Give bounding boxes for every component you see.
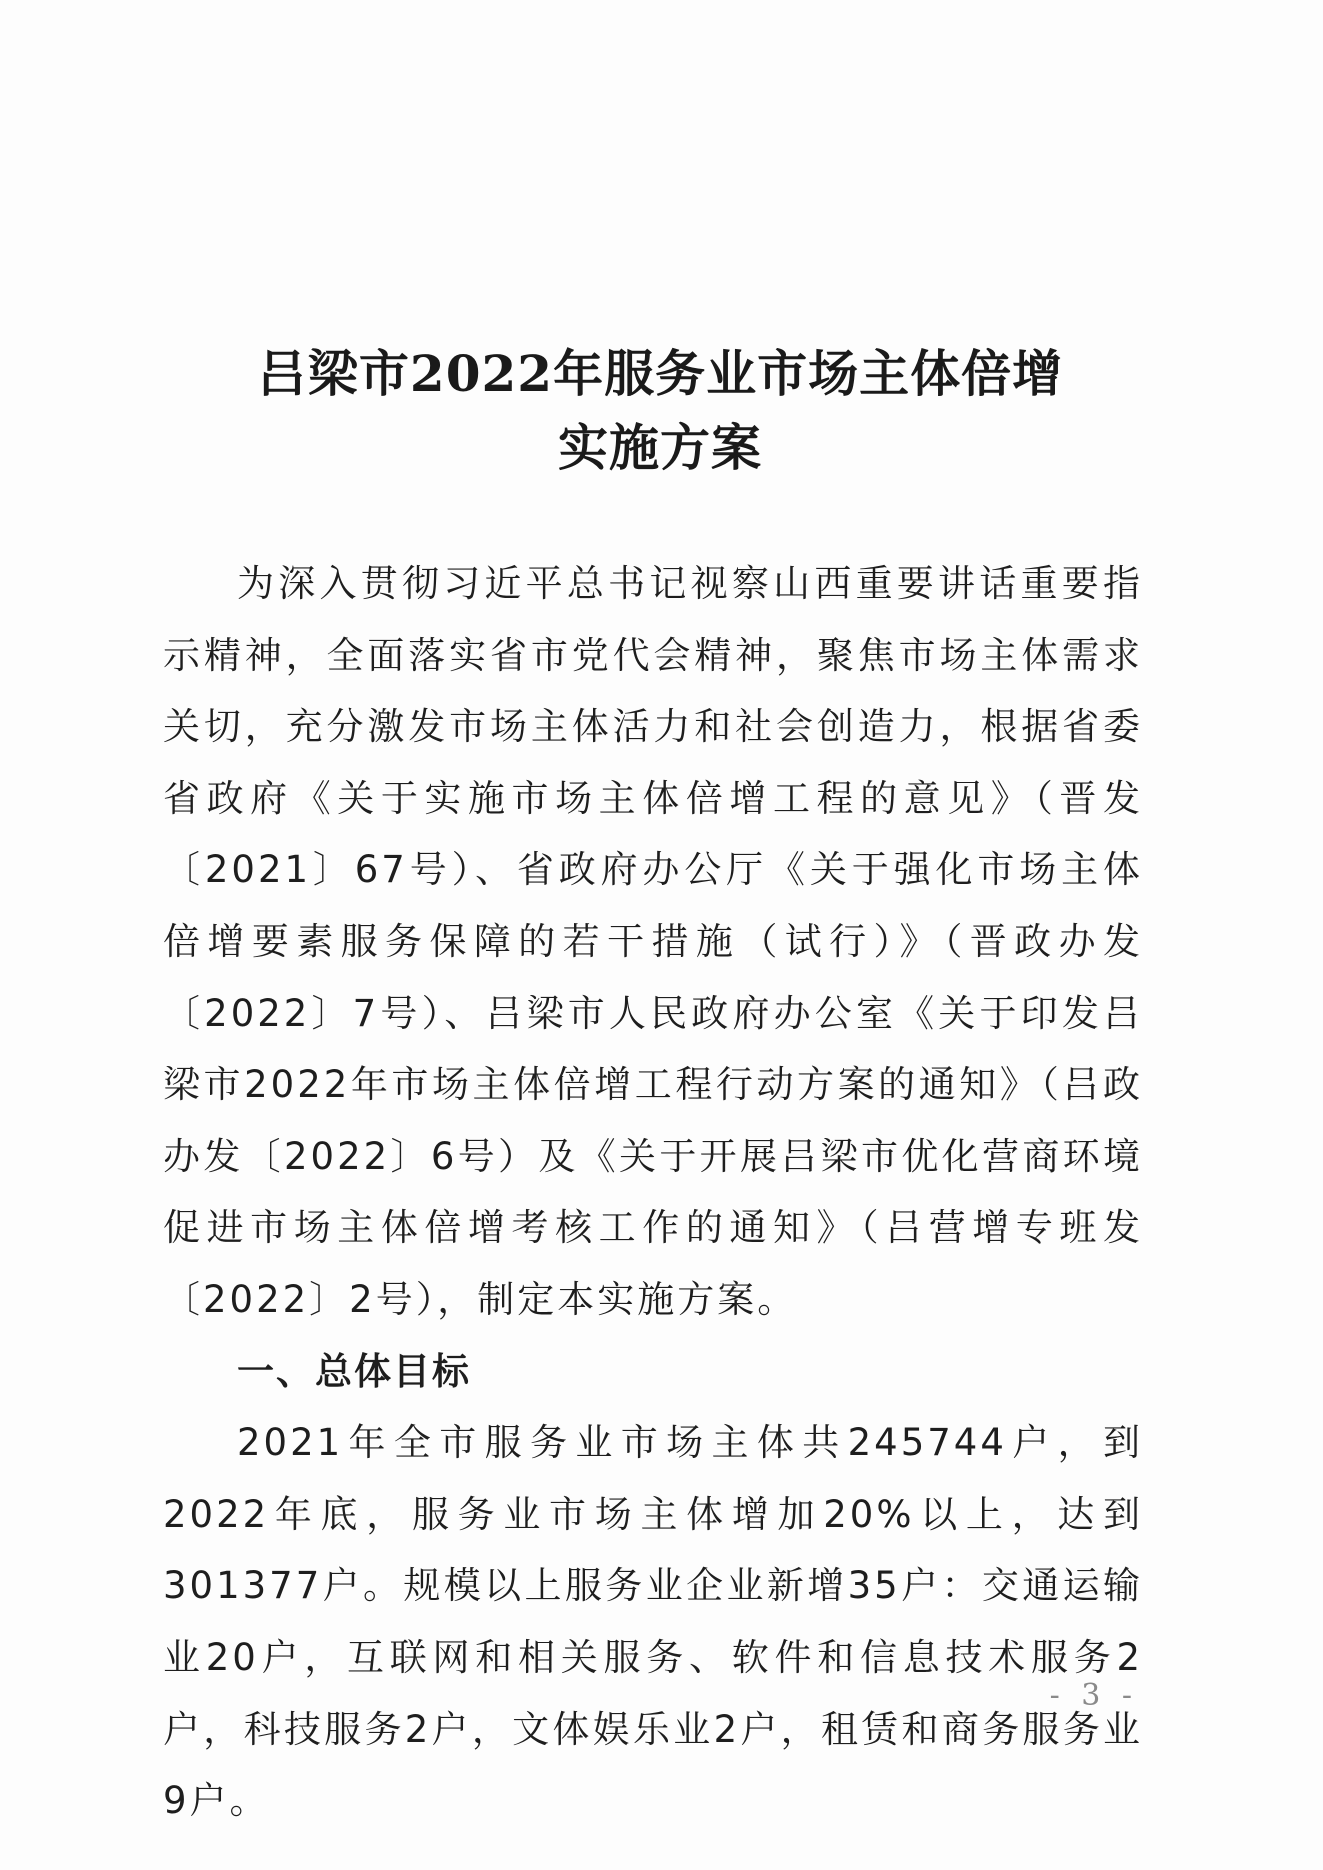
document-title-line1: 吕梁市2022年服务业市场主体倍增 — [256, 344, 1064, 403]
section-paragraph-overall-goal: 2021年全市服务业市场主体共245744户，到2022年底，服务业市场主体增加20%以上，达到301377户。规模以上服务业企业新增35户：交通运输业20户，互联网和相关服务、软件和信息技术服务2户，科技服务2户，文体娱乐业2户，租赁和商务服务业9户。 — [163, 1421, 1143, 1823]
page-number: - 3 - — [1049, 1678, 1138, 1713]
document-body — [163, 548, 1143, 1837]
intro-paragraph: 为深入贯彻习近平总书记视察山西重要讲话重要指示精神，全面落实省市党代会精神，聚焦市场主体需求关切，充分激发市场主体活力和社会创造力，根据省委省政府《关于实施市场主体倍增工程的意见》（晋发〔2021〕67号）、省政府办公厅《关于强化市场主体倍增要素服务保障的若干措施（试行）》（晋政办发〔2022〕7号）、吕梁市人民政府办公室《关于印发吕梁市2022年市场主体倍增工程行动方案的通知》（吕政办发〔2022〕6号）及《关于开展吕梁市优化营商环境促进市场主体倍增考核工作的通知》（吕营增专班发〔2022〕2号），制定本实施方案。 — [163, 562, 1143, 1321]
document-title-line2: 实施方案 — [558, 418, 762, 477]
section-heading-overall-goal: 一、总体目标 — [237, 1349, 471, 1393]
